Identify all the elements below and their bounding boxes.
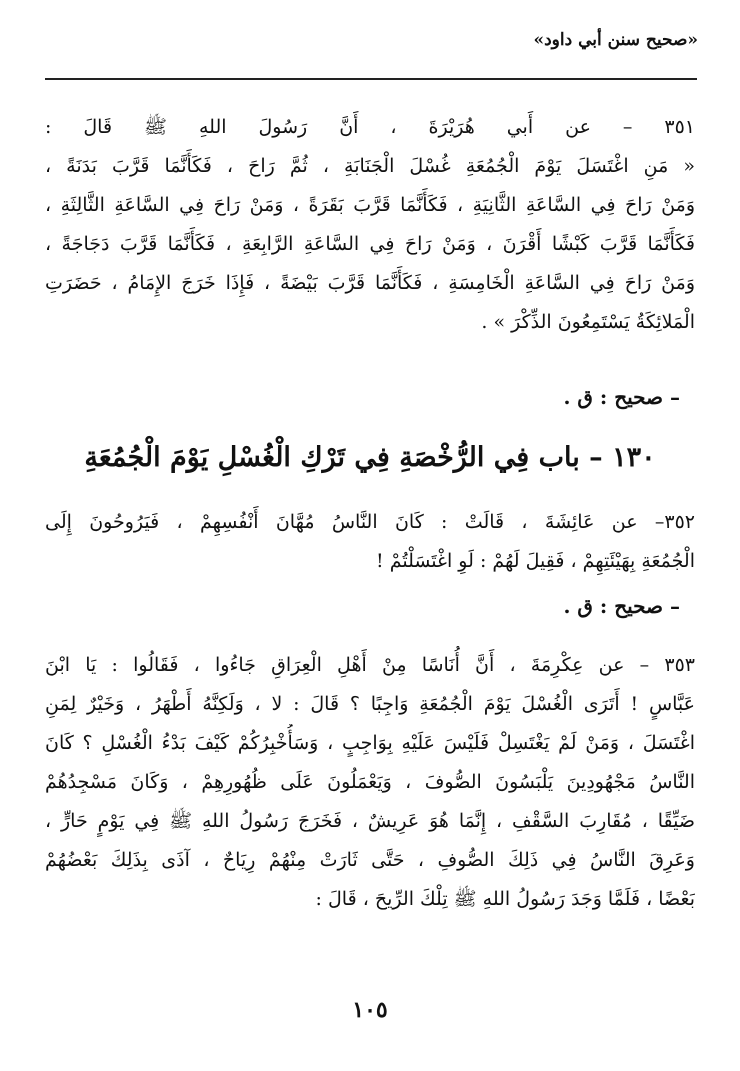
- hadith-line: اغْتَسَلَ ، وَمَنْ لَمْ يَغْتَسِلْ فَلَيْسَ عَلَيْهِ بِوَاجِبٍ ، وَسَأُخْبِرُكُمْ كَيْفَ بَدْءُ الْغُسْلِ ؟ كَانَ: [45, 732, 695, 754]
- hadith-line: عَبَّاسٍ ! أَتَرَى الْغُسْلَ يَوْمَ الْجُمُعَةِ وَاجِبًا ؟ قَالَ : لا ، وَلَكِنَّهُ أَطْهَرُ ، وَخَيْرٌ لِمَنِ: [45, 693, 695, 715]
- hadith-line: الْجُمُعَةِ بِهَيْئَتِهِمْ ، فَقِيلَ لَهُمْ : لَوِ اغْتَسَلْتُمْ !: [376, 550, 695, 572]
- hadith-line: وَعَرِقَ النَّاسُ فِي ذَلِكَ الصُّوفِ ، حَتَّى ثَارَتْ مِنْهُمْ رِيَاحٌ ، آذَى بِذَلِكَ بَعْضُهُمْ: [45, 849, 695, 871]
- hadith-351-grade: – صحيح : ق .: [563, 385, 680, 409]
- running-header-title: «صحيح سنن أبي داود»: [533, 30, 698, 50]
- header-rule: [45, 78, 697, 80]
- hadith-352-grade: – صحيح : ق .: [563, 594, 680, 618]
- hadith-line: « مَنِ اغْتَسَلَ يَوْمَ الْجُمُعَةِ غُسْلَ الْجَنَابَةِ ، ثُمَّ رَاحَ ، فَكَأَنَّمَا قَرَّبَ بَدَنَةً ،: [45, 155, 695, 177]
- hadith-353: [45, 646, 695, 919]
- hadith-line: النَّاسُ مَجْهُودِينَ يَلْبَسُونَ الصُّوفَ ، وَيَعْمَلُونَ عَلَى ظُهُورِهِمْ ، وَكَانَ مَسْجِدُهُمْ: [45, 771, 695, 793]
- hadith-line: فَكَأَنَّمَا قَرَّبَ كَبْشًا أَقْرَنَ ، وَمَنْ رَاحَ فِي السَّاعَةِ الرَّابِعَةِ ، فَكَأَنَّمَا قَرَّبَ دَجَاجَةً ،: [45, 233, 695, 255]
- hadith-351: [45, 108, 695, 342]
- hadith-line: وَمَنْ رَاحَ فِي السَّاعَةِ الْخَامِسَةِ ، فَكَأَنَّمَا قَرَّبَ بَيْضَةً ، فَإِذَا خَرَجَ الإِمَامُ ، حَضَرَتِ: [45, 272, 695, 294]
- hadith-line: ضَيِّقًا ، مُقَارِبَ السَّقْفِ ، إِنَّمَا هُوَ عَرِيشٌ ، فَخَرَجَ رَسُولُ اللهِ ﷺ فِي يَوْمٍ حَارٍّ ،: [45, 810, 695, 832]
- hadith-line: ٣٥١ – عن أَبي هُرَيْرَةَ ، أَنَّ رَسُولَ اللهِ ﷺ قَالَ :: [45, 116, 695, 138]
- hadith-line: بَعْضًا ، فَلَمَّا وَجَدَ رَسُولُ اللهِ ﷺ تِلْكَ الرِّيحَ ، قَالَ :: [315, 888, 695, 910]
- page-number: ١٠٥: [352, 997, 388, 1023]
- hadith-line: ٣٥٣ – عن عِكْرِمَةَ ، أَنَّ أُنَاسًا مِنْ أَهْلِ الْعِرَاقِ جَاءُوا ، فَقَالُوا : يَا ابْنَ: [45, 654, 695, 676]
- chapter-heading: ١٣٠ – باب فِي الرُّخْصَةِ فِي تَرْكِ الْغُسْلِ يَوْمَ الْجُمُعَةِ: [84, 442, 656, 473]
- hadith-352: [45, 503, 695, 581]
- hadith-line: وَمَنْ رَاحَ فِي السَّاعَةِ الثَّانِيَةِ ، فَكَأَنَّمَا قَرَّبَ بَقَرَةً ، وَمَنْ رَاحَ فِي السَّاعَةِ الثَّالِثَةِ ،: [45, 194, 695, 216]
- hadith-line: ٣٥٢– عن عَائِشَةَ ، قَالَتْ : كَانَ النَّاسُ مُهَّانَ أَنْفُسِهِمْ ، فَيَرُوحُونَ إِلَى: [45, 511, 695, 533]
- hadith-line: الْمَلائِكَةُ يَسْتَمِعُونَ الذِّكْرَ » .: [481, 311, 695, 333]
